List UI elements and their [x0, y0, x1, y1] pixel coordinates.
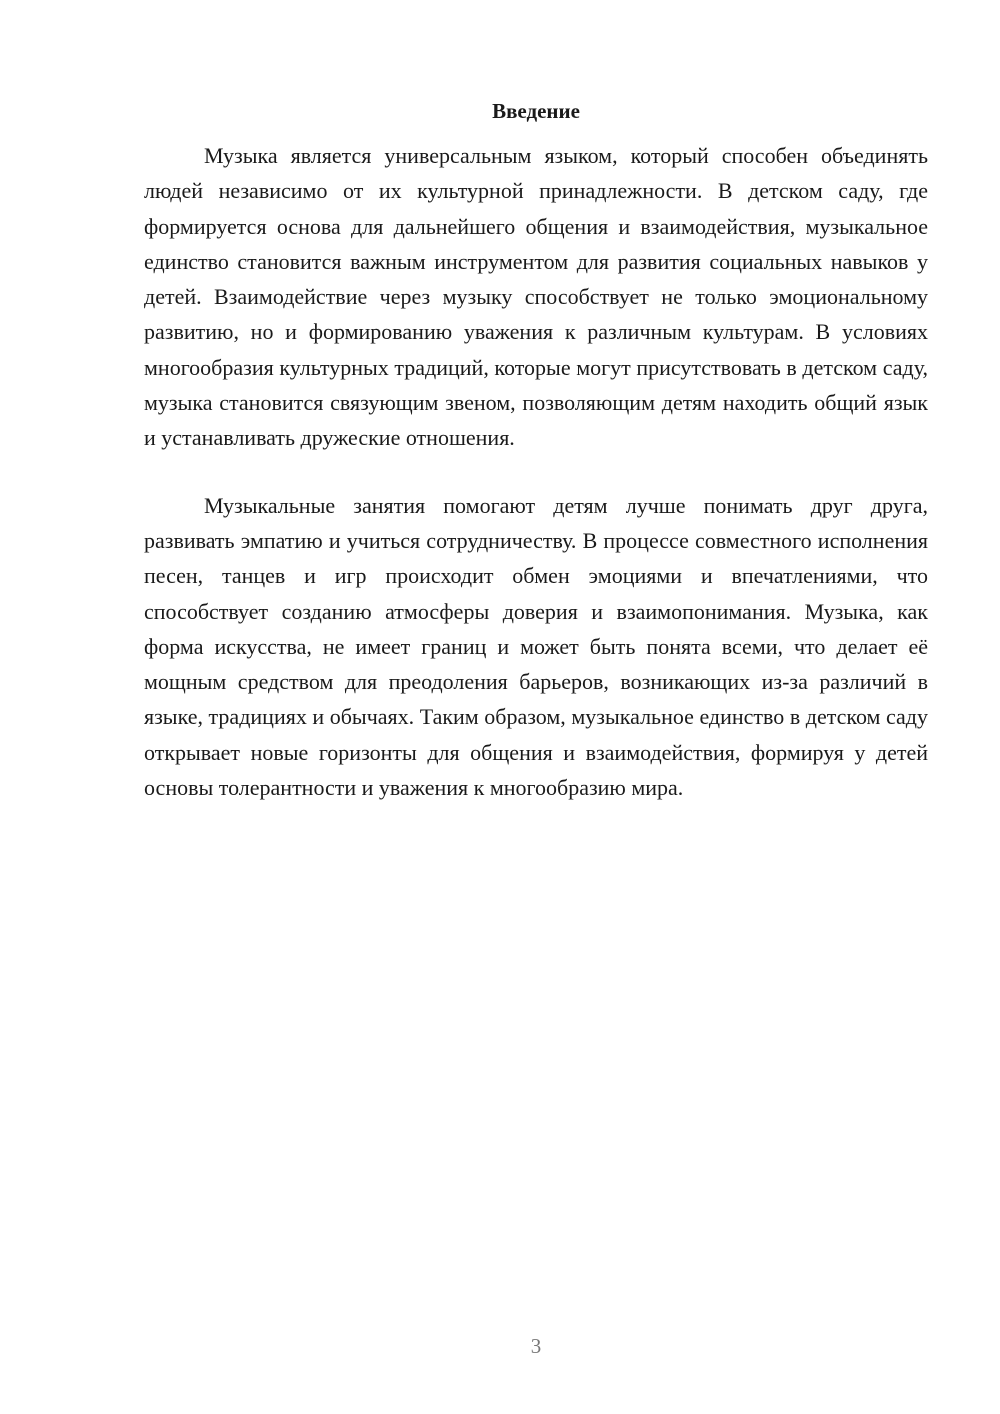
page-number: 3	[530, 1334, 542, 1358]
section-title: Введение	[492, 99, 580, 123]
paragraph-1: Музыка является универсальным языком, который способен объединять людей независимо от их культурной принадлежности. В детском саду, где формируется основа для дальнейшего общения и взаимодействия, музыкальное единство становится важным инструментом для развития социальных навыков у детей. Взаимодействие через музыку способствует не только эмоциональному развитию, но и формированию уважения к различным культурам. В условиях многообразия культурных традиций, которые могут присутствовать в детском саду, музыка становится связующим звеном, позволяющим детям находить общий язык и устанавливать дружеские отношения.	[144, 143, 928, 451]
paragraph-2: Музыкальные занятия помогают детям лучше понимать друг друга, развивать эмпатию и учиться сотрудничеству. В процессе совместного исполнения песен, танцев и игр происходит обмен эмоциями и впечатлениями, что способствует созданию атмосферы доверия и взаимопонимания. Музыка, как форма искусства, не имеет границ и может быть понята всеми, что делает её мощным средством для преодоления барьеров, возникающих из-за различий в языке, традициях и обычаях. Таким образом, музыкальное единство в детском саду открывает новые горизонты для общения и взаимодействия, формируя у детей основы толерантности и уважения к многообразию мира.	[144, 492, 928, 801]
page-content	[144, 96, 928, 805]
